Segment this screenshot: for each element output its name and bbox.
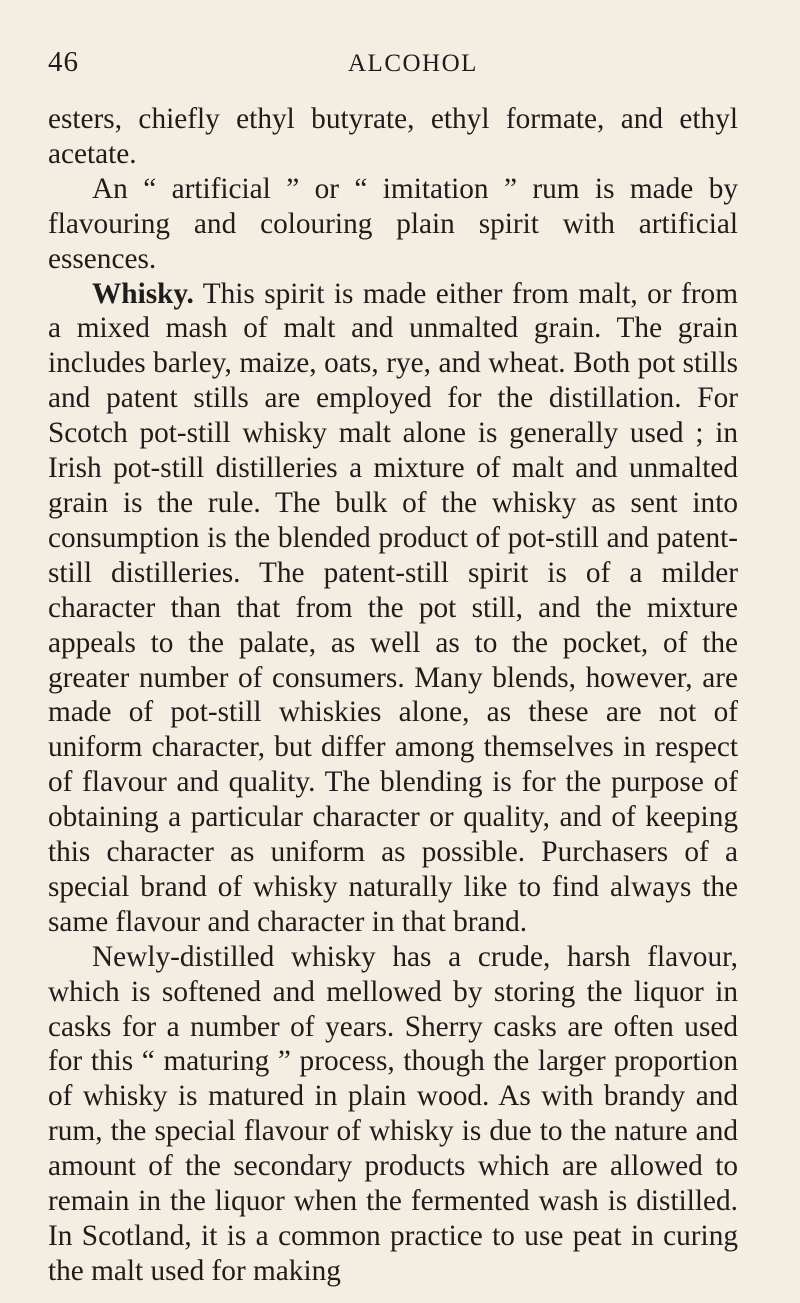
paragraph-artificial-rum: An “ artificial ” or “ imitation ” rum is made by flavouring and colouring plain spirit with artificial essences. <box>48 172 738 275</box>
section-heading-whisky: Whisky. <box>92 277 194 310</box>
running-title: ALCOHOL <box>348 50 478 77</box>
page-number: 46 <box>48 46 79 78</box>
body-text <box>48 102 738 1289</box>
paragraph-whisky-text: This spirit is made either from malt, or from a mixed mash of malt and unmalted grain. The grain includes barley, maize, oats, rye, and wheat. Both pot stills and patent stills are employed for the distillation. For Scotch pot-still whisky malt alone is generally used ; in Irish pot-still distilleries a mixture of malt and unmalted grain is the rule. The bulk of the whisky as sent into consumption is the blended product of pot-still and patent-still distilleries. The patent-still spirit is of a milder character than that from the pot still, and the mixture appeals to the palate, as well as to the pocket, of the greater number of consumers. Many blends, however, are made of pot-still whiskies alone, as these are not of uniform character, but differ among themselves in respect of flavour and quality. The blending is for the purpose of obtaining a particular character or quality, and of keeping this character as uniform as possible. Purchasers of a special brand of whisky naturally like to find always the same flavour and character in that brand. <box>48 277 738 938</box>
paragraph-whisky <box>48 277 738 940</box>
running-head <box>48 46 738 86</box>
paragraph-esters: esters, chiefly ethyl butyrate, ethyl formate, and ethyl acetate. <box>48 103 738 170</box>
paragraph-maturing: Newly-distilled whisky has a crude, harsh flavour, which is softened and mellowed by storing the liquor in casks for a number of years. Sherry casks are often used for this “ maturing ” process, though the larger proportion of whisky is matured in plain wood. As with brandy and rum, the special flavour of whisky is due to the nature and amount of the secondary products which are allowed to remain in the liquor when the fermented wash is distilled. In Scotland, it is a common practice to use peat in curing the malt used for making <box>48 940 738 1287</box>
